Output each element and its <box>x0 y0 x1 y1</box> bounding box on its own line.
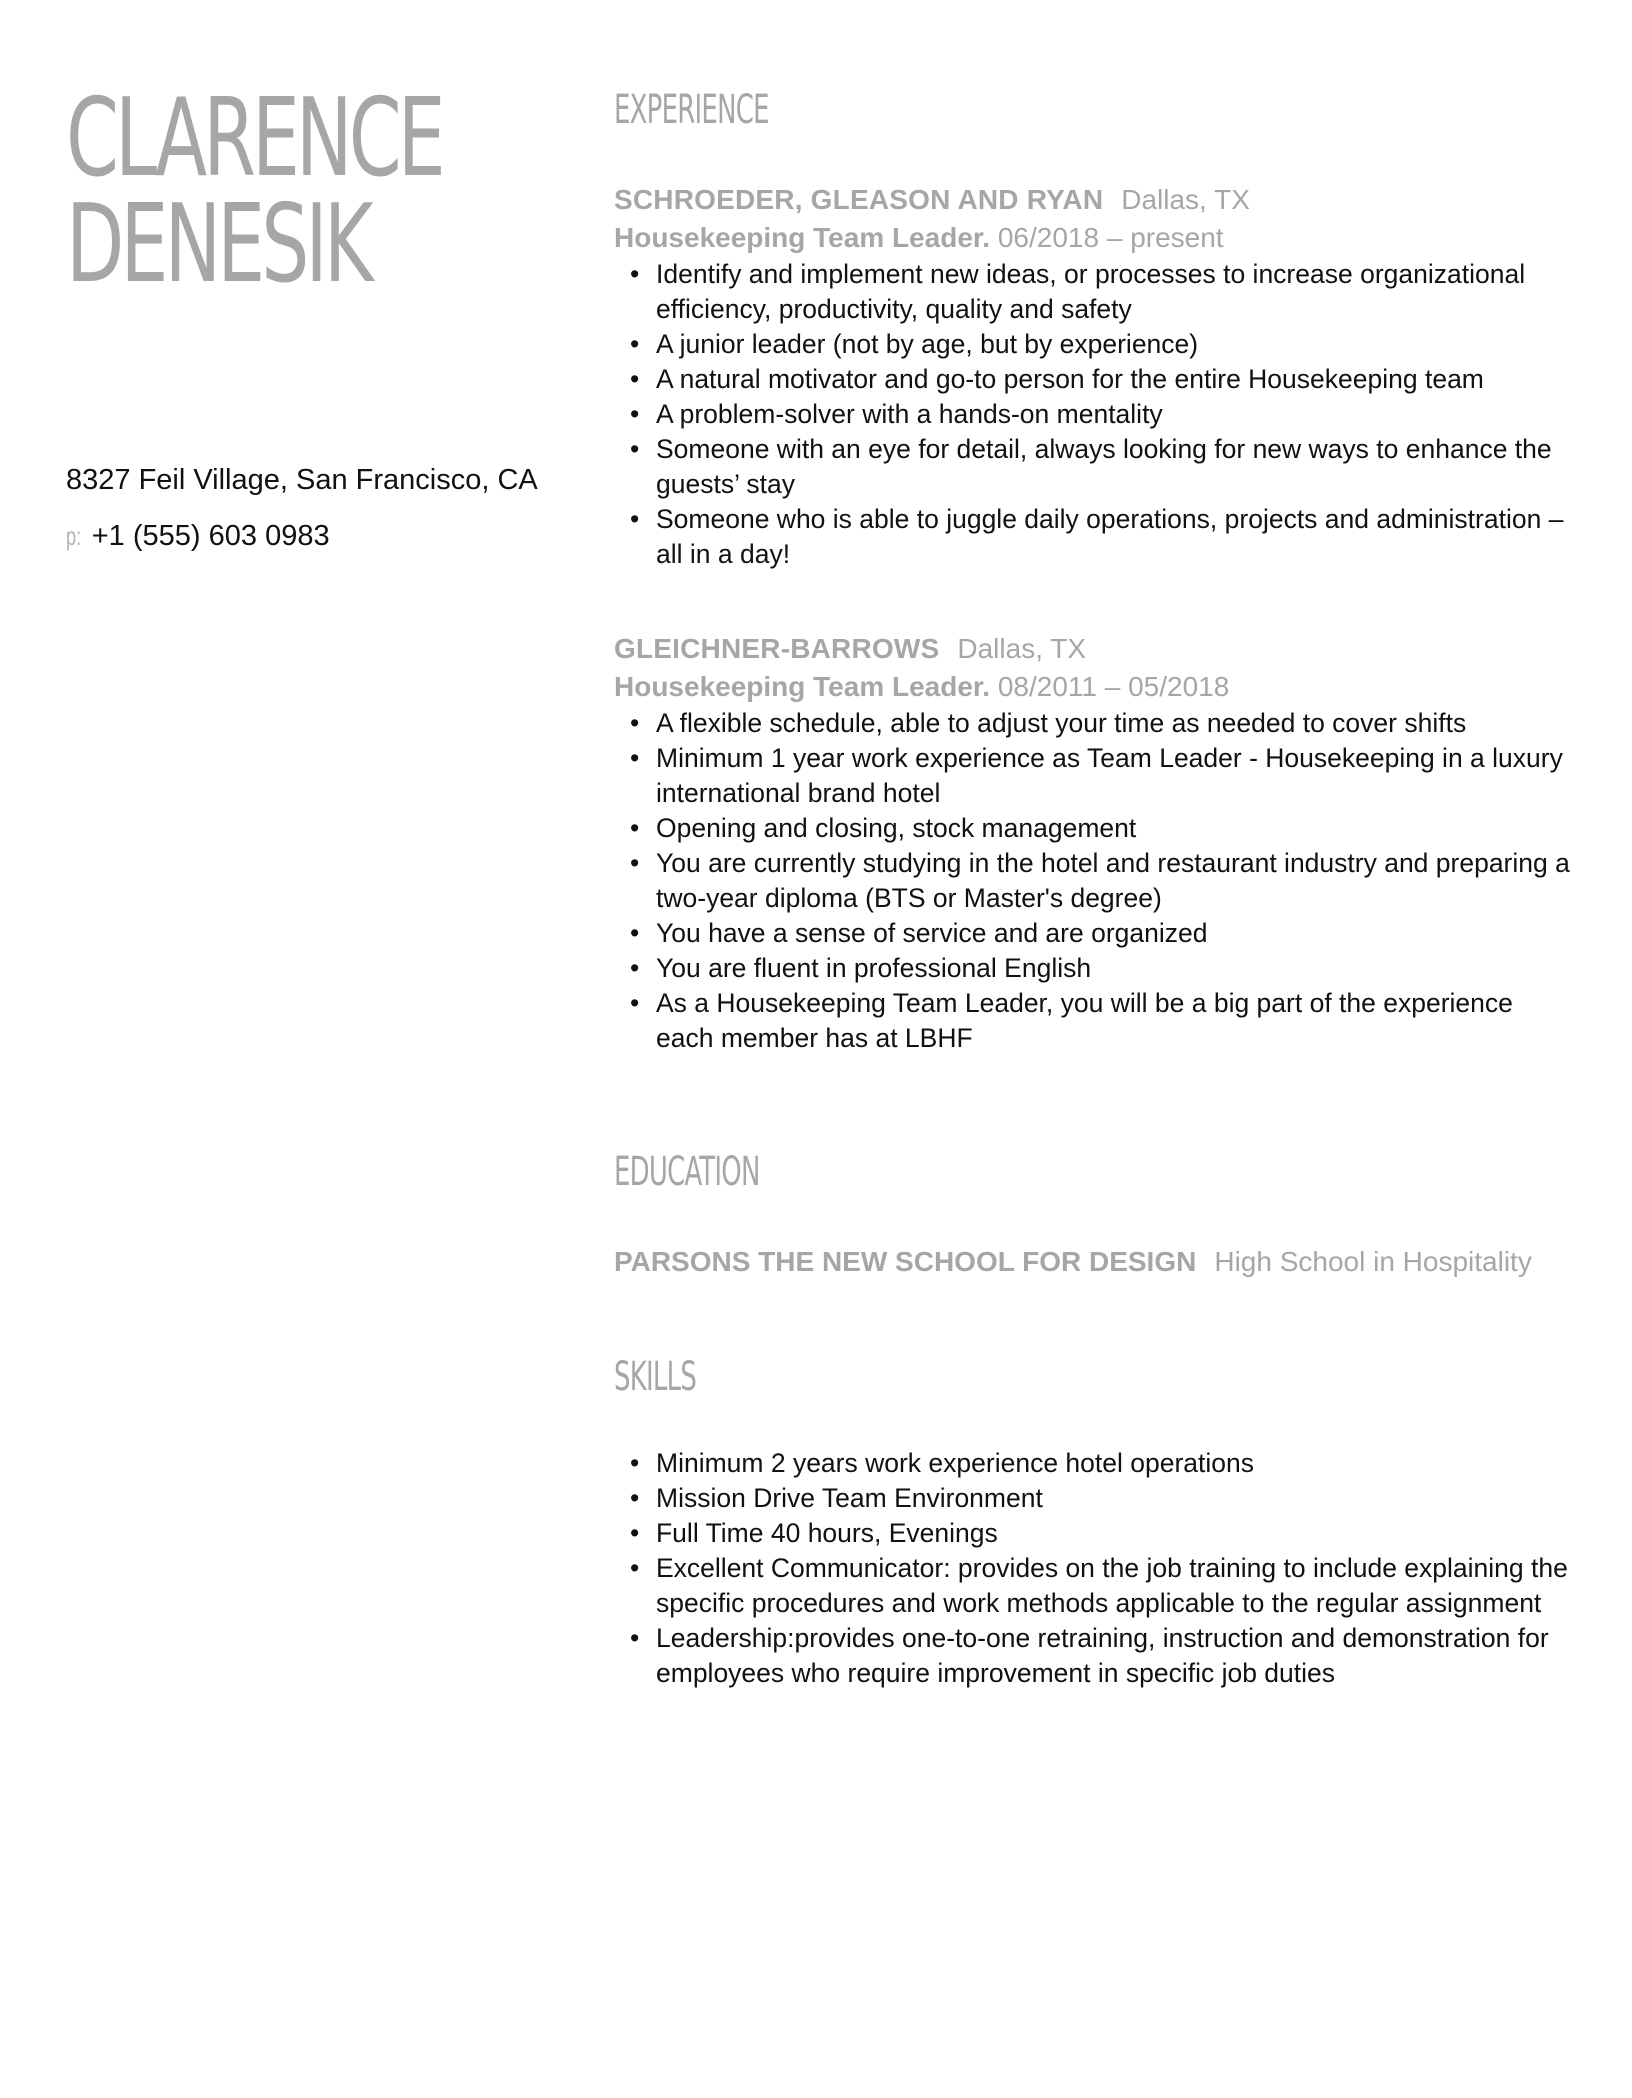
education-school: PARSONS THE NEW SCHOOL FOR DESIGN <box>614 1246 1197 1277</box>
list-item: • Full Time 40 hours, Evenings <box>656 1516 1574 1551</box>
list-item: • A natural motivator and go-to person for the entire Housekeeping team <box>656 362 1574 397</box>
list-item: • A flexible schedule, able to adjust your time as needed to cover shifts <box>656 706 1574 741</box>
education-heading: EDUCATION <box>614 1149 760 1195</box>
list-item: • Excellent Communicator: provides on the job training to include explaining the specific procedures and work methods applicable to the regular assignment <box>656 1551 1574 1621</box>
phone-prefix: p: <box>66 521 82 551</box>
job-2-location: Dallas, TX <box>957 633 1087 664</box>
education-degree: High School in Hospitality <box>1214 1246 1532 1277</box>
list-item: • Someone who is able to juggle daily operations, projects and administration – all in a day! <box>656 502 1574 572</box>
list-item: • Leadership:provides one-to-one retraining, instruction and demonstration for employees who require improvement in specific job duties <box>656 1621 1574 1691</box>
job-1-bullets <box>614 257 1574 572</box>
job-2-bullets <box>614 706 1574 1056</box>
job-1-title: Housekeeping Team Leader. <box>614 222 991 253</box>
job-1 <box>614 181 1574 572</box>
job-2-title: Housekeeping Team Leader. <box>614 671 991 702</box>
skills-list <box>614 1446 1574 1691</box>
list-item: • You have a sense of service and are organized <box>656 916 1574 951</box>
list-item: • You are fluent in professional English <box>656 951 1574 986</box>
list-item: • Opening and closing, stock management <box>656 811 1574 846</box>
list-item: • Someone with an eye for detail, always looking for new ways to enhance the guests’ stay <box>656 432 1574 502</box>
list-item: • Identify and implement new ideas, or processes to increase organizational efficiency, productivity, quality and safety <box>656 257 1574 327</box>
first-name: CLARENCE <box>66 76 442 201</box>
list-item: • A problem-solver with a hands-on mentality <box>656 397 1574 432</box>
contact-info <box>66 462 538 574</box>
job-1-location: Dallas, TX <box>1121 184 1250 215</box>
phone-number: +1 (555) 603 0983 <box>91 520 330 552</box>
last-name: DENESIK <box>66 182 370 307</box>
job-2-company: GLEICHNER-BARROWS <box>614 633 940 664</box>
list-item: • Minimum 2 years work experience hotel operations <box>656 1446 1574 1481</box>
list-item: • Mission Drive Team Environment <box>656 1481 1574 1516</box>
job-2 <box>614 630 1574 1056</box>
education-entry <box>614 1243 1574 1281</box>
job-1-company: SCHROEDER, GLEASON AND RYAN <box>614 184 1104 215</box>
experience-heading: EXPERIENCE <box>614 87 769 133</box>
education-line <box>614 1243 1574 1281</box>
list-item: • As a Housekeeping Team Leader, you will be a big part of the experience each member has at LBHF <box>656 986 1574 1056</box>
job-2-title-line <box>614 668 1574 706</box>
phone-row <box>66 518 538 554</box>
skills-block <box>614 1446 1574 1691</box>
job-2-dates: 08/2011 – 05/2018 <box>997 671 1230 702</box>
job-1-header <box>614 181 1574 219</box>
skills-heading: SKILLS <box>614 1354 697 1400</box>
job-1-dates: 06/2018 – present <box>997 222 1224 253</box>
job-1-title-line <box>614 219 1574 257</box>
list-item: • A junior leader (not by age, but by experience) <box>656 327 1574 362</box>
job-2-header <box>614 630 1574 668</box>
list-item: • You are currently studying in the hotel and restaurant industry and preparing a two-year diploma (BTS or Master's degree) <box>656 846 1574 916</box>
list-item: • Minimum 1 year work experience as Team Leader - Housekeeping in a luxury international brand hotel <box>656 741 1574 811</box>
address: 8327 Feil Village, San Francisco, CA <box>66 464 538 496</box>
candidate-name <box>66 76 442 307</box>
